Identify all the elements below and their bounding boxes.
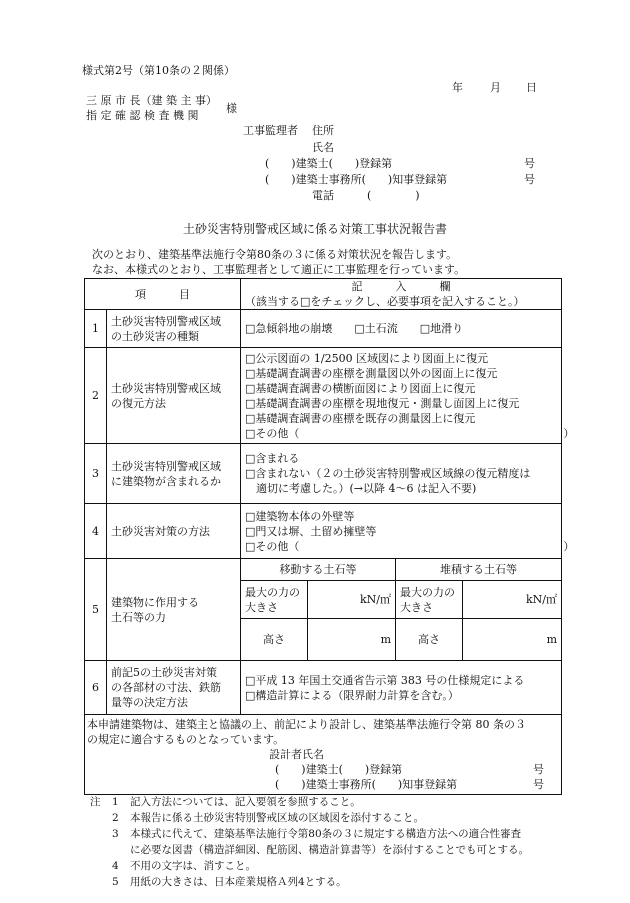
note-number: 5 bbox=[112, 876, 119, 888]
declaration-line: 本申請建築物は、建築主と協議の上、前記により設計し、建築基準法施行令第 80 条の３ bbox=[87, 718, 526, 731]
table-row bbox=[85, 504, 562, 559]
note-text: 本様式に代えて、建築基準法施行令第80条の３に規定する構造方法への適合性審査 bbox=[130, 828, 522, 840]
item-line: 建築物に作用する bbox=[111, 595, 199, 609]
designer-office-suffix: 号 bbox=[533, 778, 544, 791]
item-line: の復元方法 bbox=[111, 396, 166, 410]
deposit-max-force-label bbox=[396, 581, 463, 619]
row-item bbox=[107, 559, 241, 661]
declaration-line: の規定に適合するものとなっています。 bbox=[87, 733, 285, 746]
item-line: 量等の決定方法 bbox=[111, 696, 188, 709]
header-entry-note: （該当する□をチェックし、必要事項を記入すること。） bbox=[245, 295, 525, 308]
table-row bbox=[85, 661, 562, 715]
designer-architect bbox=[87, 762, 559, 777]
item-line: 前記5の土砂災害対策 bbox=[111, 666, 217, 679]
checkbox-option[interactable]: □基礎調査調書の座標を既存の測量図上に復元 bbox=[245, 411, 476, 425]
force-table-cell bbox=[241, 559, 562, 661]
header-entry-title: 記 入 欄 bbox=[351, 280, 451, 293]
table-row bbox=[85, 444, 562, 504]
item-line: に建築物が含まれるか bbox=[111, 474, 221, 488]
header-entry bbox=[241, 279, 562, 310]
recipient-honorific: 様 bbox=[226, 102, 237, 115]
moving-max-force-field[interactable]: kN/㎡ bbox=[308, 581, 396, 619]
designer-architect-suffix: 号 bbox=[533, 763, 544, 776]
date-day: 日 bbox=[526, 81, 537, 94]
row-number: 4 bbox=[85, 504, 107, 559]
row-number: 3 bbox=[85, 444, 107, 504]
deposit-max-force-field[interactable]: kN/㎡ bbox=[463, 581, 562, 619]
label-line: 最大の力の bbox=[400, 585, 455, 599]
note-number: 4 bbox=[112, 860, 119, 872]
intro-line-1: 次のとおり、建築基準法施行令第80条の３に係る対策状況を報告します。 bbox=[92, 248, 458, 261]
item-line: 土砂災害対策の方法 bbox=[111, 524, 210, 538]
row-item bbox=[107, 348, 241, 444]
recipient-line2: 指 定 確 認 検 査 機 関 bbox=[86, 109, 199, 122]
designer-office bbox=[87, 777, 559, 792]
checkbox-option[interactable]: □構造計算による（限界耐力計算を含む。） bbox=[245, 688, 459, 702]
moving-max-force-label bbox=[241, 581, 308, 619]
form-number: 様式第2号（第10条の２関係） bbox=[82, 64, 235, 77]
row-number: 2 bbox=[85, 348, 107, 444]
option-continuation: 適切に考慮した。）(→以降 4～6 は記入不要) bbox=[245, 482, 477, 495]
deposit-height-field[interactable]: m bbox=[463, 619, 562, 661]
row-number: 1 bbox=[85, 310, 107, 348]
moving-header: 移動する土石等 bbox=[241, 559, 396, 581]
checkbox-option[interactable]: □基礎調査調書の座標を現地復元・測量し面図上に復元 bbox=[245, 396, 520, 410]
row-item bbox=[107, 444, 241, 504]
designer-architect-text: ( )建築士( )登録第 bbox=[275, 763, 403, 776]
supervisor-architect-line: ( )建築士( )登録第 bbox=[265, 157, 393, 170]
moving-height-field[interactable]: m bbox=[308, 619, 396, 661]
checkbox-option[interactable]: □基礎調査調書の座標を測量図以外の図面上に復元 bbox=[245, 366, 498, 380]
report-table bbox=[84, 278, 575, 795]
supervisor-name-label: 氏名 bbox=[312, 141, 334, 154]
row-entry bbox=[241, 504, 575, 559]
checkbox-option[interactable]: □基礎調査調書の横断面図により図面上に復元 bbox=[245, 381, 476, 395]
label-line: 大きさ bbox=[245, 600, 278, 614]
note-text: 用紙の大きさは、日本産業規格Ａ列4とする。 bbox=[130, 876, 347, 888]
notes-label: 注 bbox=[90, 796, 101, 808]
supervisor-phone: 電話 ( ) bbox=[312, 189, 420, 202]
report-title: 土砂災害特別警戒区域に係る対策工事状況報告書 bbox=[182, 222, 447, 236]
item-line: 土石等の力 bbox=[111, 610, 166, 624]
row-entry bbox=[241, 444, 562, 504]
note-text: 不用の文字は、消すこと。 bbox=[130, 860, 256, 872]
item-line: 土砂災害特別警戒区域 bbox=[111, 314, 221, 328]
checkbox-option[interactable]: □その他（ ） bbox=[245, 426, 575, 440]
row-entry bbox=[241, 661, 562, 715]
declaration-row bbox=[85, 715, 562, 795]
item-line: 土砂災害特別警戒区域 bbox=[111, 459, 221, 473]
row-item bbox=[107, 310, 241, 348]
table-row bbox=[85, 559, 562, 661]
supervisor-address-label: 住所 bbox=[312, 124, 334, 137]
note-number: 3 bbox=[112, 828, 119, 840]
deposit-height-label: 高さ bbox=[396, 619, 463, 661]
checkbox-option[interactable]: □その他（ ） bbox=[245, 539, 575, 553]
note-text: に必要な図書（構造詳細図、配筋図、構造計算書等）を添付することでも可とする。 bbox=[130, 844, 529, 856]
row-number: 6 bbox=[85, 661, 107, 715]
intro-line-2: なお、本様式のとおり、工事監理者として適正に工事監理を行っています。 bbox=[92, 263, 466, 276]
note-number: 2 bbox=[112, 812, 119, 824]
checkbox-option[interactable]: □平成 13 年国土交通省告示第 383 号の仕様規定による bbox=[245, 673, 525, 687]
row-entry bbox=[241, 348, 575, 444]
recipient-line1: 三 原 市 長（建 築 主 事） bbox=[86, 94, 217, 107]
checkbox-option[interactable]: □急傾斜地の崩壊 □土石流 □地滑り bbox=[245, 322, 464, 335]
table-row bbox=[85, 348, 562, 444]
item-line: の土砂災害の種類 bbox=[111, 329, 199, 343]
checkbox-option[interactable]: □公示図面の 1/2500 区域図により図面上に復元 bbox=[245, 351, 489, 365]
force-table bbox=[240, 558, 562, 661]
row-entry bbox=[241, 310, 562, 348]
note-number: 1 bbox=[112, 796, 119, 808]
item-line: の各部材の寸法、鉄筋 bbox=[111, 681, 221, 694]
designer-label: 設計者氏名 bbox=[269, 748, 324, 761]
supervisor-label: 工事監理者 bbox=[243, 124, 298, 137]
supervisor-office-suffix: 号 bbox=[524, 173, 535, 186]
date-month: 月 bbox=[490, 81, 501, 94]
date-year: 年 bbox=[452, 81, 463, 94]
row-number: 5 bbox=[85, 559, 107, 661]
moving-height-label: 高さ bbox=[241, 619, 308, 661]
row-item bbox=[107, 504, 241, 559]
item-line: 土砂災害特別警戒区域 bbox=[111, 381, 221, 395]
label-line: 最大の力の bbox=[245, 585, 300, 599]
row-item bbox=[107, 661, 241, 715]
checkbox-option[interactable]: □含まれる bbox=[245, 452, 300, 465]
declaration-cell bbox=[85, 715, 562, 795]
checkbox-option[interactable]: □建築物本体の外壁等 bbox=[245, 509, 355, 523]
note-text: 本報告に係る土砂災害特別警戒区域の区域図を添付すること。 bbox=[130, 812, 424, 824]
table-row bbox=[85, 310, 562, 348]
checkbox-option[interactable]: □門又は塀、土留め擁壁等 bbox=[245, 524, 377, 538]
header-item: 項 目 bbox=[85, 279, 241, 310]
deposit-header: 堆積する土石等 bbox=[396, 559, 562, 581]
checkbox-option[interactable]: □含まれない（２の土砂災害特別警戒区域線の復元精度は bbox=[245, 467, 531, 480]
label-line: 大きさ bbox=[400, 600, 433, 614]
designer-office-text: ( )建築士事務所( )知事登録第 bbox=[275, 778, 458, 791]
note-text: 記入方法については、記入要領を参照すること。 bbox=[130, 796, 361, 808]
supervisor-office-line: ( )建築士事務所( )知事登録第 bbox=[265, 173, 448, 186]
supervisor-architect-suffix: 号 bbox=[524, 157, 535, 170]
